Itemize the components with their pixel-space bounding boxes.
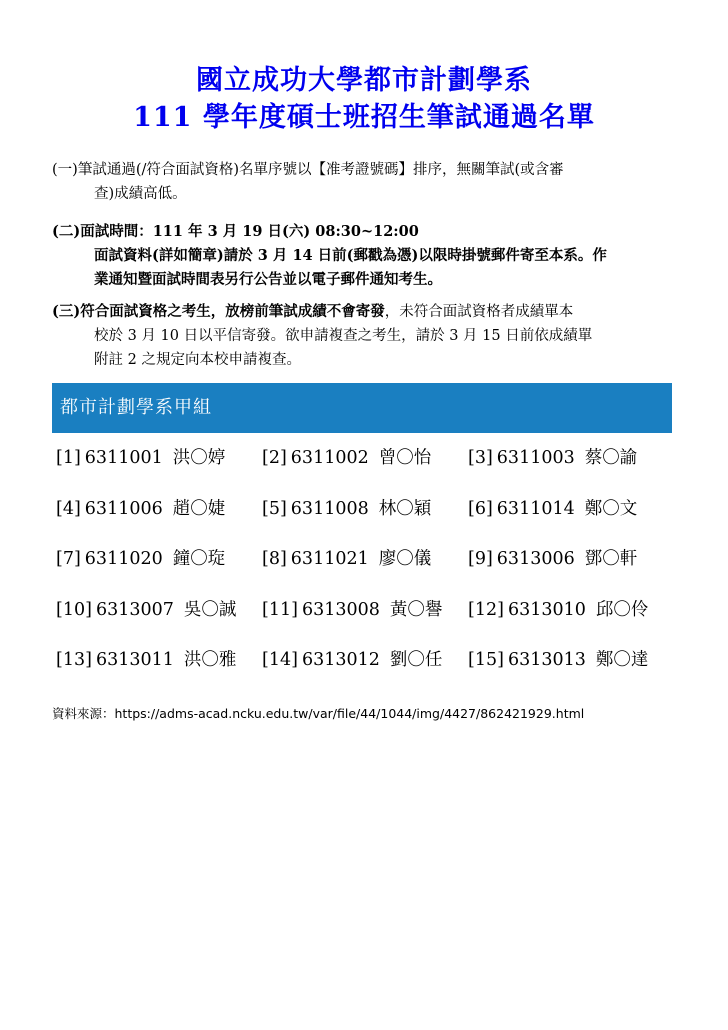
note-3-line-2: 校於 3 月 10 日以平信寄發。欲申請複查之考生，請於 3 月 15 日前依成績單 (94, 328, 593, 344)
candidate-entry (262, 592, 442, 642)
candidate-name: 邱〇伶 (595, 599, 649, 620)
candidate-name: 鄭〇達 (595, 650, 649, 670)
candidate-exam-number: 6313012 (301, 650, 380, 670)
candidate-exam-number: 6313008 (301, 599, 380, 620)
candidate-index: [11] (262, 599, 298, 620)
candidate-name: 洪〇雅 (183, 650, 237, 670)
candidate-entry (468, 592, 648, 642)
candidate-exam-number: 6311003 (496, 448, 575, 468)
source-citation: 資料來源：https://adms-acad.ncku.edu.tw/var/file/44/1044/img/4427/862421929.html (52, 706, 585, 721)
candidate-index: [12] (468, 599, 504, 620)
candidate-name: 黃〇譽 (389, 599, 443, 620)
candidate-index: [10] (56, 599, 92, 620)
candidate-entry (56, 491, 225, 541)
candidate-entry (262, 642, 442, 692)
candidate-index: [14] (262, 650, 298, 670)
candidate-exam-number: 6313007 (95, 599, 174, 620)
candidate-name: 蔡〇諭 (584, 448, 638, 468)
candidate-index: [4] (56, 498, 81, 519)
candidate-exam-number: 6311006 (84, 498, 163, 519)
candidate-entry (56, 642, 236, 692)
candidate-entry (56, 592, 236, 642)
note-2-line-2: 面試資料(詳如簡章)請於 3 月 14 日前(郵戳為憑)以限時掛號郵件寄至本系。作 (94, 247, 607, 264)
candidate-index: [5] (262, 498, 287, 519)
candidate-exam-number: 6313013 (507, 650, 586, 670)
note-3 (52, 300, 672, 372)
candidate-index: [15] (468, 650, 504, 670)
candidate-entry (56, 541, 225, 591)
candidate-exam-number: 6311014 (496, 498, 575, 519)
candidate-index: [2] (262, 448, 287, 468)
candidate-entry (262, 541, 431, 591)
candidate-row (52, 491, 672, 542)
candidate-index: [3] (468, 448, 493, 468)
candidate-name: 鄭〇文 (584, 498, 638, 519)
candidate-entry (468, 541, 637, 591)
candidate-name: 洪〇婷 (172, 448, 226, 468)
candidate-index: [9] (468, 549, 493, 569)
candidate-list (52, 440, 672, 693)
candidate-entry (56, 440, 225, 490)
candidate-name: 林〇穎 (378, 498, 432, 519)
note-2-line-1: (二)面試時間：111 年 3 月 19 日(六) 08:30~12:00 (52, 223, 419, 240)
candidate-exam-number: 6311001 (84, 448, 163, 468)
note-2-line-3: 業通知暨面試時間表另行公告並以電子郵件通知考生。 (94, 271, 442, 288)
candidate-name: 廖〇儀 (378, 549, 432, 569)
candidate-row (52, 642, 672, 693)
candidate-index: [1] (56, 448, 81, 468)
candidate-entry (468, 440, 637, 490)
note-3-line-3: 附註 2 之規定向本校申請複查。 (94, 352, 301, 368)
candidate-entry (468, 642, 648, 692)
candidate-row (52, 541, 672, 592)
page-subtitle: 111 學年度碩士班招生筆試通過名單 (133, 102, 595, 133)
candidate-index: [13] (56, 650, 92, 670)
candidate-name: 趙〇婕 (172, 498, 226, 519)
candidate-exam-number: 6311002 (290, 448, 369, 468)
candidate-entry (262, 491, 431, 541)
candidate-exam-number: 6311008 (290, 498, 369, 519)
candidate-name: 鄧〇軒 (584, 549, 638, 569)
candidate-index: [8] (262, 549, 287, 569)
candidate-name: 吳〇誠 (183, 599, 237, 620)
candidate-name: 劉〇任 (389, 650, 443, 670)
candidate-row (52, 440, 672, 491)
page-title: 國立成功大學都市計劃學系 (196, 65, 532, 96)
candidate-entry (468, 491, 637, 541)
candidate-exam-number: 6313010 (507, 599, 586, 620)
group-header-banner: 都市計劃學系甲組 (52, 383, 672, 433)
note-1-line-1: (一)筆試通過(/符合面試資格)名單序號以【准考證號碼】排序，無關筆試(或含審 (52, 162, 564, 178)
candidate-name: 鐘〇琁 (172, 549, 226, 569)
note-3-line-1: (三)符合面試資格之考生，放榜前筆試成績不會寄發，未符合面試資格者成績單本 (52, 303, 574, 320)
candidate-row (52, 592, 672, 643)
candidate-index: [6] (468, 498, 493, 519)
candidate-name: 曾〇怡 (378, 448, 432, 468)
candidate-exam-number: 6313011 (95, 650, 174, 670)
candidate-exam-number: 6313006 (496, 549, 575, 569)
candidate-exam-number: 6311020 (84, 549, 163, 569)
candidate-exam-number: 6311021 (290, 549, 369, 569)
candidate-index: [7] (56, 549, 81, 569)
note-2 (52, 220, 672, 292)
note-1 (52, 158, 672, 206)
candidate-entry (262, 440, 431, 490)
note-1-line-2: 查)成績高低。 (94, 186, 187, 202)
